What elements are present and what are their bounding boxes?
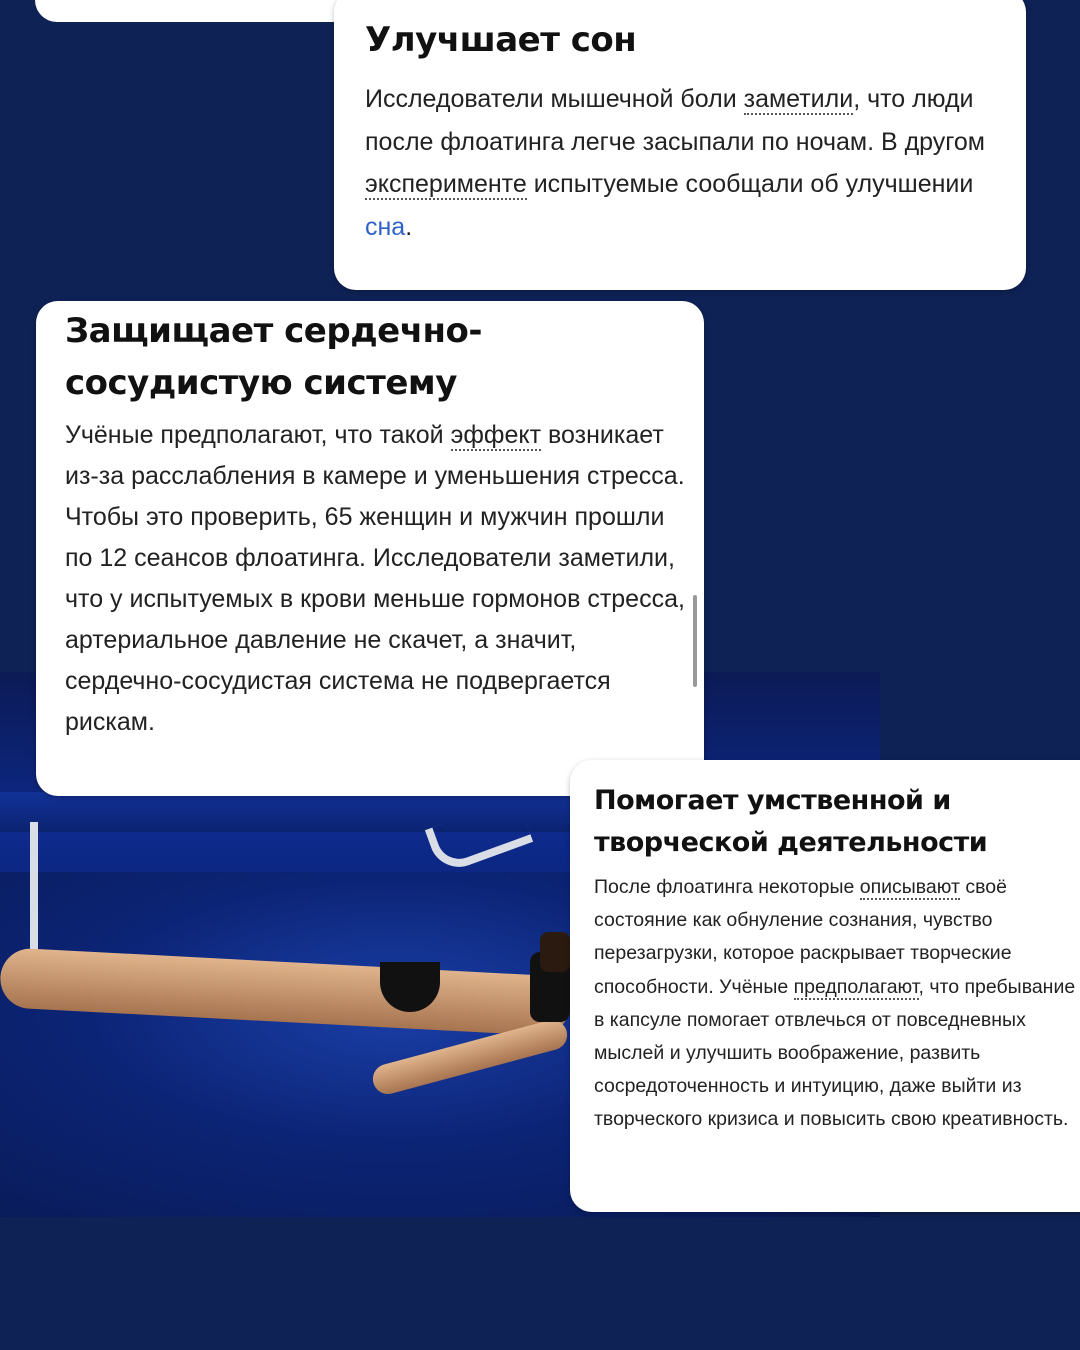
hair xyxy=(540,932,570,972)
text-fragment: своё состояние как обнуление сознания, чувство перезагрузки, которое раскрывает творческие способности. Учёные xyxy=(594,876,1012,998)
text-fragment: После флоатинга некоторые xyxy=(594,876,860,898)
text-fragment: , что пребывание в капсуле помогает отвлечься от повседневных мыслей и улучшить воображение, развить сосредоточенность и интуицию, даже выйти из творческого кризиса и повысить свою креативность. xyxy=(594,975,1076,1131)
text-fragment: испытуемые сообщали об улучшении xyxy=(526,170,974,198)
text-fragment: Учёные предполагают, что такой xyxy=(65,421,451,449)
term-link-experiment[interactable]: эксперименте xyxy=(365,170,527,198)
card-improves-sleep xyxy=(334,0,1026,290)
card-text xyxy=(594,871,1080,1137)
term-link-describe[interactable]: описывают xyxy=(859,876,960,898)
term-link-effect[interactable]: эффект xyxy=(450,421,542,449)
card-title: Улучшает сон xyxy=(365,20,637,60)
term-link-noticed[interactable]: заметили xyxy=(743,85,854,113)
card-helps-creativity xyxy=(570,760,1080,1212)
text-fragment: . xyxy=(405,212,413,241)
card-text xyxy=(65,415,685,743)
text-fragment: Исследователи мышечной боли xyxy=(365,85,744,113)
card-title: Защищает сердечно-сосудистую систему xyxy=(65,311,483,403)
card-title: Помогает умственной и творческой деятельности xyxy=(594,785,988,858)
scrollbar[interactable] xyxy=(693,595,697,687)
text-fragment: возникает из-за расслабления в камере и уменьшения стресса. Чтобы это проверить, 65 женщин и мужчин прошли по 12 сеансов флоатинга. Исследователи заметили, что у испытуемых в крови меньше гормонов стресса, артериальное давление не скачет, а значит, сердечно-сосудистая система не подвергается рискам. xyxy=(65,421,685,736)
text-fragment: , что люди после флоатинга легче засыпали по ночам. В другом xyxy=(365,85,985,156)
card-protects-heart xyxy=(36,301,704,796)
term-link-suppose[interactable]: предполагают xyxy=(793,975,919,998)
link-sleep[interactable]: сна xyxy=(365,212,406,241)
card-text xyxy=(365,78,1015,248)
